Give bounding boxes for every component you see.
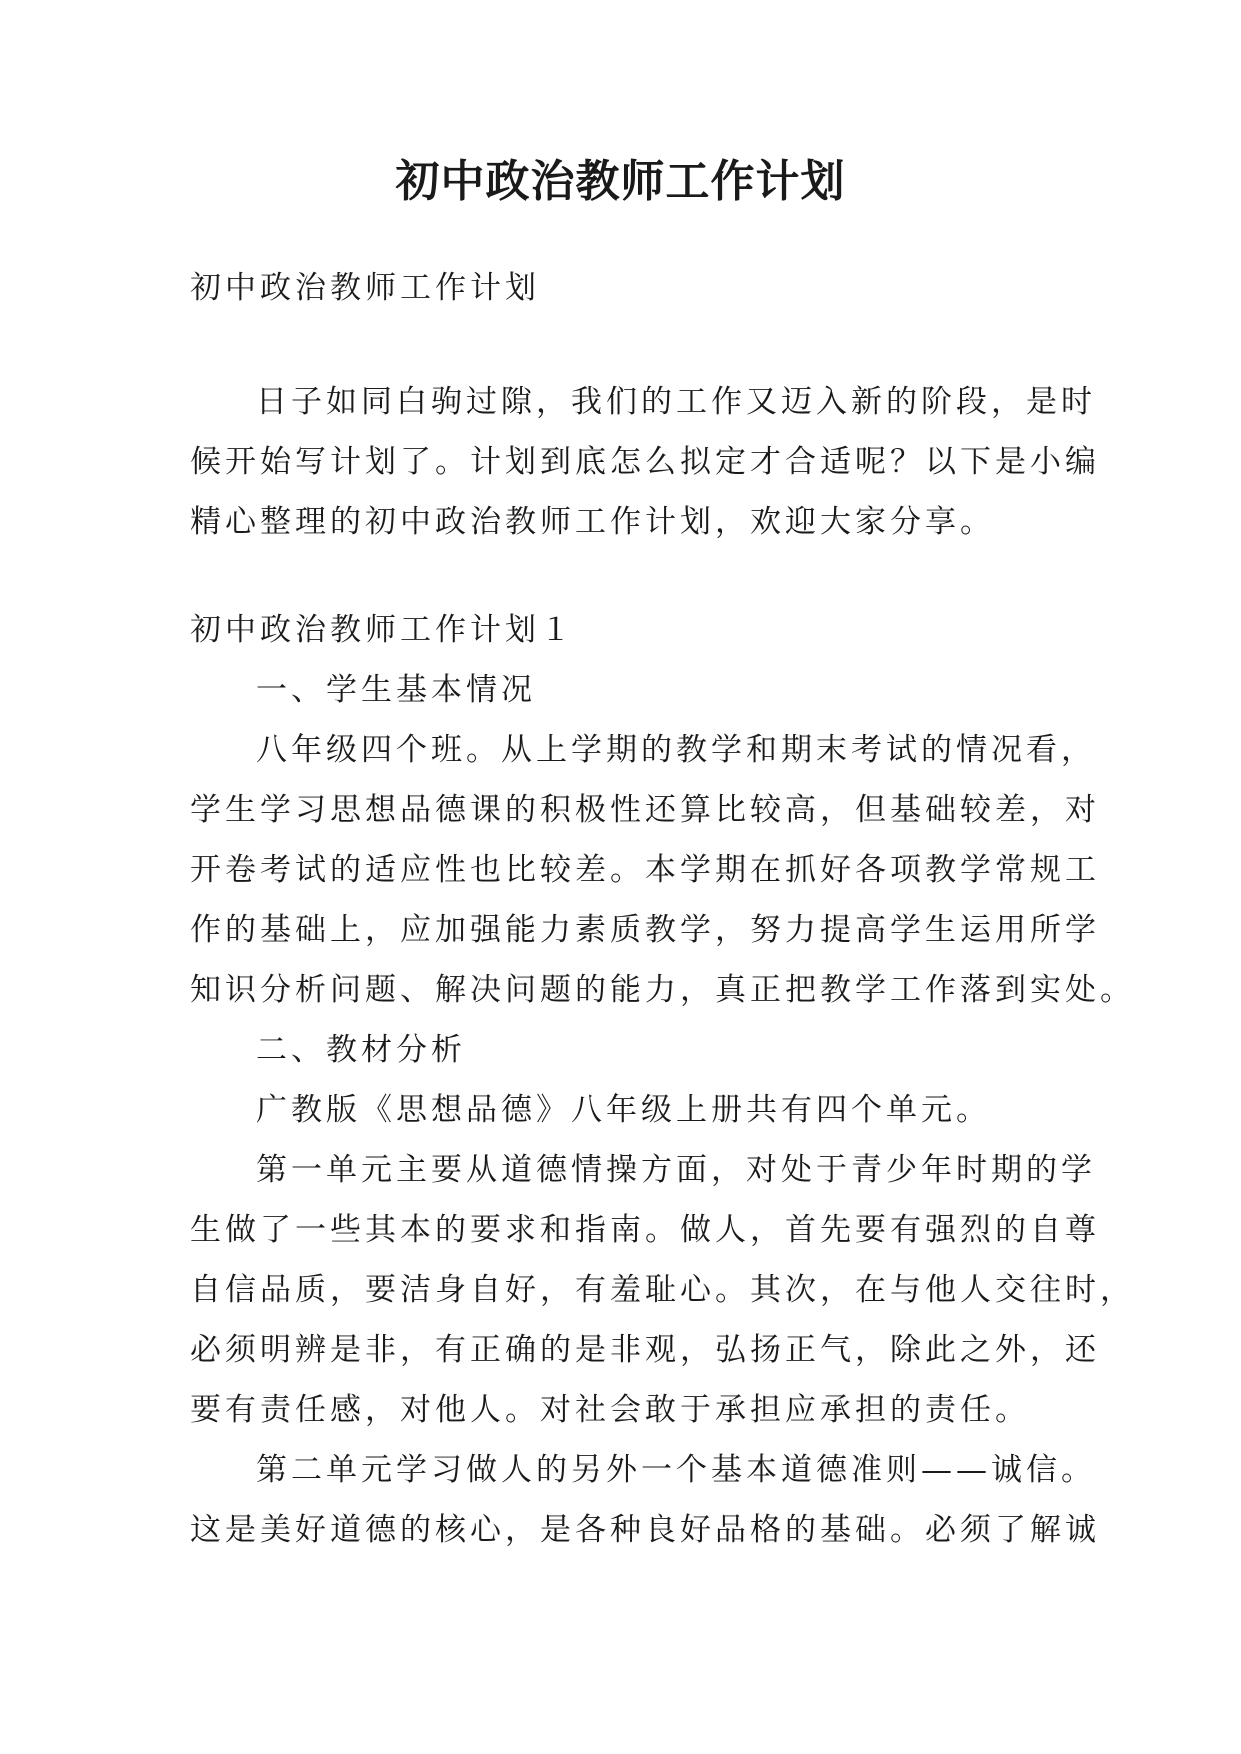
paragraph-line: 生做了一些其本的要求和指南。做人，首先要有强烈的自尊 <box>190 1212 1100 1248</box>
section-heading: 二、教材分析 <box>256 1032 466 1068</box>
paragraph-line: 知识分析问题、解决问题的能力，真正把教学工作落到实处。 <box>190 972 1135 1008</box>
paragraph-line: 自信品质，要洁身自好，有羞耻心。其次，在与他人交往时， <box>190 1272 1135 1308</box>
section-title: 初中政治教师工作计划１ <box>190 612 575 648</box>
section-heading: 一、学生基本情况 <box>256 672 536 708</box>
paragraph-line: 这是美好道德的核心，是各种良好品格的基础。必须了解诚 <box>190 1512 1100 1548</box>
paragraph-line: 第二单元学习做人的另外一个基本道德准则——诚信。 <box>256 1452 1096 1488</box>
intro-line: 候开始写计划了。计划到底怎么拟定才合适呢？以下是小编 <box>190 444 1100 480</box>
intro-line: 精心整理的初中政治教师工作计划，欢迎大家分享。 <box>190 504 995 540</box>
document-subtitle: 初中政治教师工作计划 <box>190 270 540 306</box>
paragraph-line: 学生学习思想品德课的积极性还算比较高，但基础较差，对 <box>190 792 1100 828</box>
paragraph-line: 要有责任感，对他人。对社会敢于承担应承担的责任。 <box>190 1392 1030 1428</box>
document-title: 初中政治教师工作计划 <box>395 156 846 207</box>
paragraph-line: 必须明辨是非，有正确的是非观，弘扬正气，除此之外，还 <box>190 1332 1100 1368</box>
paragraph-line: 第一单元主要从道德情操方面，对处于青少年时期的学 <box>256 1152 1096 1188</box>
paragraph-line: 开卷考试的适应性也比较差。本学期在抓好各项教学常规工 <box>190 852 1100 888</box>
paragraph-line: 广教版《思想品德》八年级上册共有四个单元。 <box>256 1092 991 1128</box>
intro-line: 日子如同白驹过隙，我们的工作又迈入新的阶段，是时 <box>256 384 1096 420</box>
paragraph-line: 八年级四个班。从上学期的教学和期末考试的情况看， <box>256 732 1096 768</box>
document-body <box>190 258 1135 1560</box>
paragraph-line: 作的基础上，应加强能力素质教学，努力提高学生运用所学 <box>190 912 1100 948</box>
